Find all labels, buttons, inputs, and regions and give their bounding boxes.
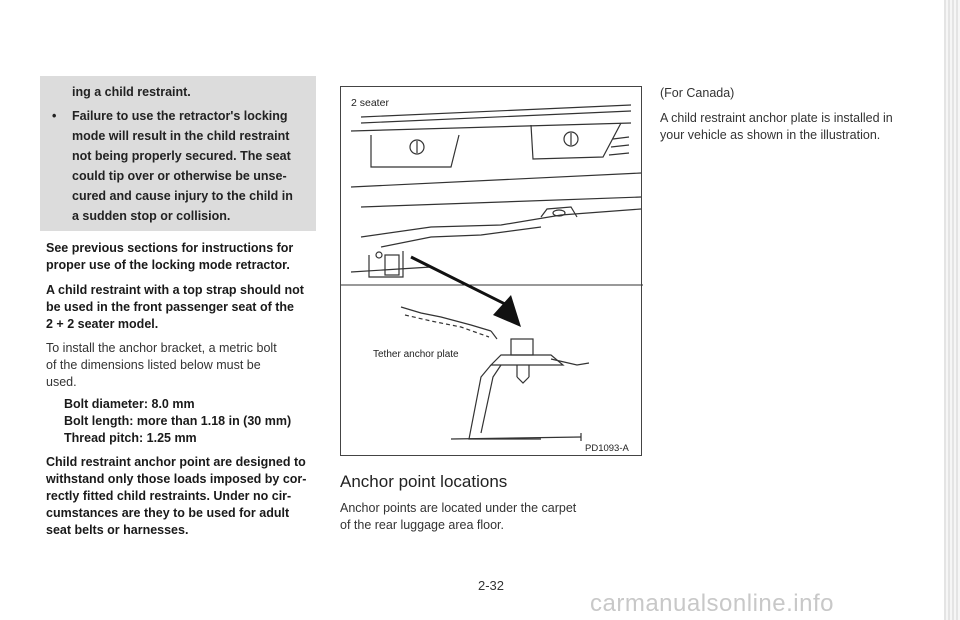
text-line: of the dimensions listed below must be [46, 358, 261, 372]
text-line: seat belts or harnesses. [46, 523, 189, 537]
page-number: 2-32 [478, 578, 505, 593]
watermark: carmanualsonline.info [590, 590, 834, 617]
figure-top-label: 2 seater [351, 97, 389, 109]
text-line: cumstances are they to be used for adult [46, 506, 290, 520]
warning-box [40, 76, 316, 231]
text-line: of the rear luggage area floor. [340, 518, 505, 532]
text-line: See previous sections for instructions for [46, 241, 294, 255]
text-line: be used in the front passenger seat of the [46, 300, 294, 314]
paragraph-locking-mode [46, 240, 326, 274]
tether-anchor-plate-label: Tether anchor plate [373, 349, 459, 360]
text-line: A child restraint with a top strap should not [46, 283, 304, 297]
page-edge-decoration [944, 0, 960, 620]
text-line: Anchor points are located under the carpet [340, 501, 577, 515]
anchor-illustration-drawing [341, 87, 643, 457]
bolt-specs [64, 396, 324, 447]
warning-line: Failure to use the retractor's locking [72, 109, 288, 123]
paragraph-anchor-bracket [46, 340, 326, 391]
spec-line: Bolt length: more than 1.18 in (30 mm) [64, 414, 292, 428]
text-line: withstand only those loads imposed by cor- [46, 472, 307, 486]
section-heading: Anchor point locations [340, 472, 508, 491]
spec-line: Bolt diameter: 8.0 mm [64, 397, 195, 411]
canada-label: (For Canada) [660, 86, 735, 100]
anchor-points-text [340, 500, 640, 534]
anchor-illustration [340, 86, 642, 456]
warning-line: not being properly secured. The seat [72, 149, 291, 163]
warning-line: cured and cause injury to the child in [72, 189, 293, 203]
warning-line: could tip over or otherwise be unse- [72, 169, 287, 183]
text-line: Child restraint anchor point are designed to [46, 455, 306, 469]
warning-line: a sudden stop or collision. [72, 209, 231, 223]
canada-text [660, 110, 950, 144]
text-line: rectly fitted child restraints. Under no cir- [46, 489, 292, 503]
paragraph-top-strap [46, 282, 326, 333]
warning-bullet-text [72, 106, 312, 226]
warning-line: mode will result in the child restraint [72, 129, 290, 143]
warning-continuation: ing a child restraint. [72, 85, 191, 99]
text-line: your vehicle as shown in the illustration. [660, 128, 881, 142]
text-line: used. [46, 375, 77, 389]
text-line: 2 + 2 seater model. [46, 317, 159, 331]
spec-line: Thread pitch: 1.25 mm [64, 431, 197, 445]
figure-code: PD1093-A [585, 443, 629, 454]
paragraph-anchor-load [46, 454, 326, 539]
text-line: proper use of the locking mode retractor. [46, 258, 290, 272]
text-line: A child restraint anchor plate is installed in [660, 111, 893, 125]
text-line: To install the anchor bracket, a metric bolt [46, 341, 277, 355]
bullet-icon: • [52, 109, 57, 123]
